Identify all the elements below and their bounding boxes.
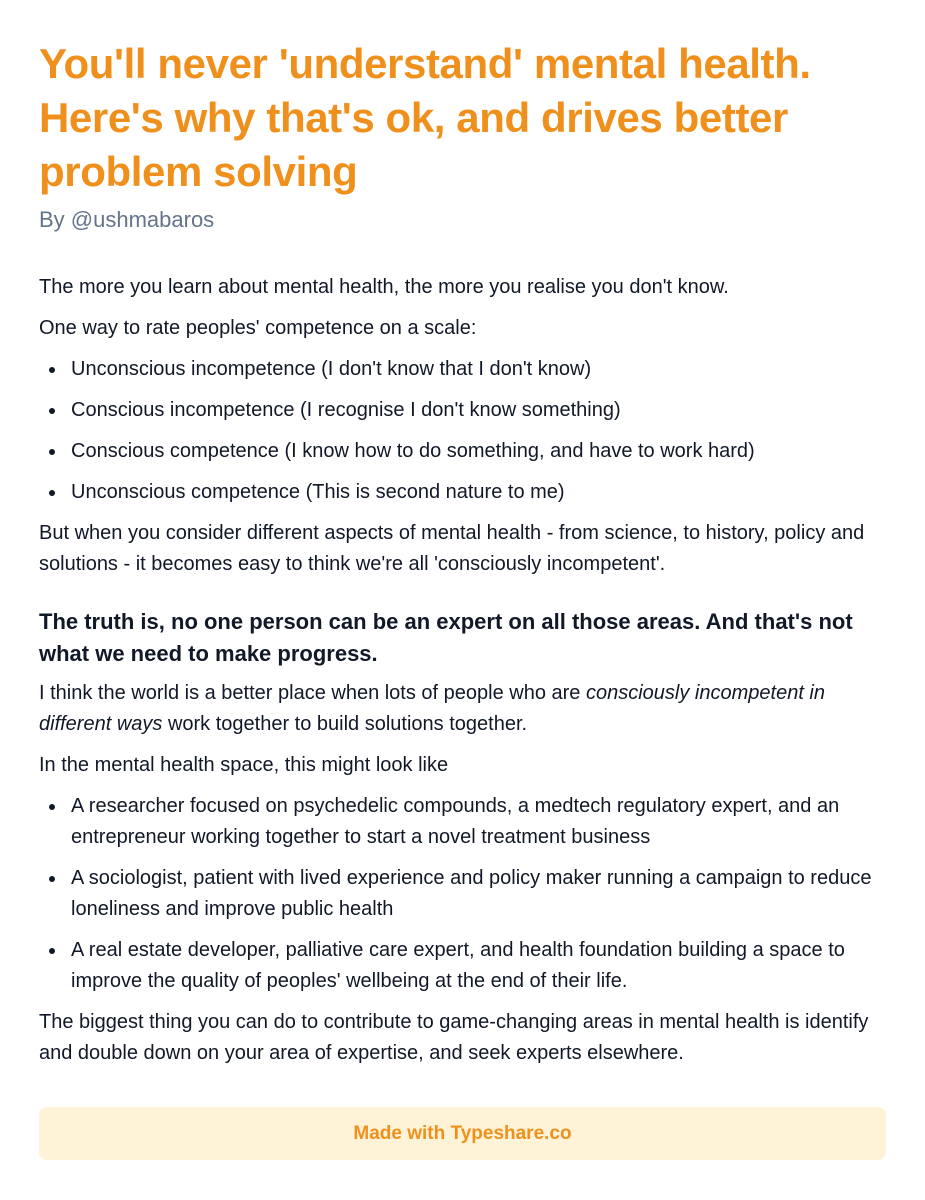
list-item: Unconscious competence (This is second nature to me): [71, 477, 886, 508]
list-item: A real estate developer, palliative care expert, and health foundation building a space to improve the quality of peoples' wellbeing at the end of their life.: [71, 935, 886, 997]
world-text-start: I think the world is a better place when lots of people who are: [39, 682, 586, 704]
world-text-end: work together to build solutions together.: [162, 713, 528, 735]
article-title: You'll never 'understand' mental health. Here's why that's ok, and drives better problem solving: [39, 40, 811, 195]
conclusion-paragraph: The biggest thing you can do to contribute to game-changing areas in mental health is identify and double down on your area of expertise, and seek experts elsewhere.: [39, 1011, 869, 1064]
author-byline: By @ushmabaros: [39, 207, 215, 232]
examples-list: [39, 791, 886, 997]
list-item: A sociologist, patient with lived experience and policy maker running a campaign to reduce loneliness and improve public health: [71, 863, 886, 925]
typeshare-footer-banner: [39, 1107, 886, 1160]
world-text-emphasis: consciously incompetent in different ways: [39, 682, 825, 735]
competence-scale-list: [39, 354, 886, 508]
list-item: Conscious incompetence (I recognise I don't know something): [71, 395, 886, 426]
section-heading: The truth is, no one person can be an expert on all those areas. And that's not what we need to make progress.: [39, 609, 853, 666]
footer-label: Made with Typeshare.co: [353, 1122, 572, 1144]
list-item: Unconscious incompetence (I don't know that I don't know): [71, 354, 886, 385]
world-paragraph: [39, 678, 886, 740]
after-scale-paragraph: But when you consider different aspects of mental health - from science, to history, policy and solutions - it becomes easy to think we're all 'consciously incompetent'.: [39, 522, 865, 575]
list-item: A researcher focused on psychedelic compounds, a medtech regulatory expert, and an entrepreneur working together to start a novel treatment business: [71, 791, 886, 853]
intro-paragraph: The more you learn about mental health, the more you realise you don't know.: [39, 276, 729, 298]
article-body: [39, 272, 886, 1069]
list-item: Conscious competence (I know how to do something, and have to work hard): [71, 436, 886, 467]
scale-intro-paragraph: One way to rate peoples' competence on a scale:: [39, 317, 477, 339]
space-intro-paragraph: In the mental health space, this might look like: [39, 754, 449, 776]
